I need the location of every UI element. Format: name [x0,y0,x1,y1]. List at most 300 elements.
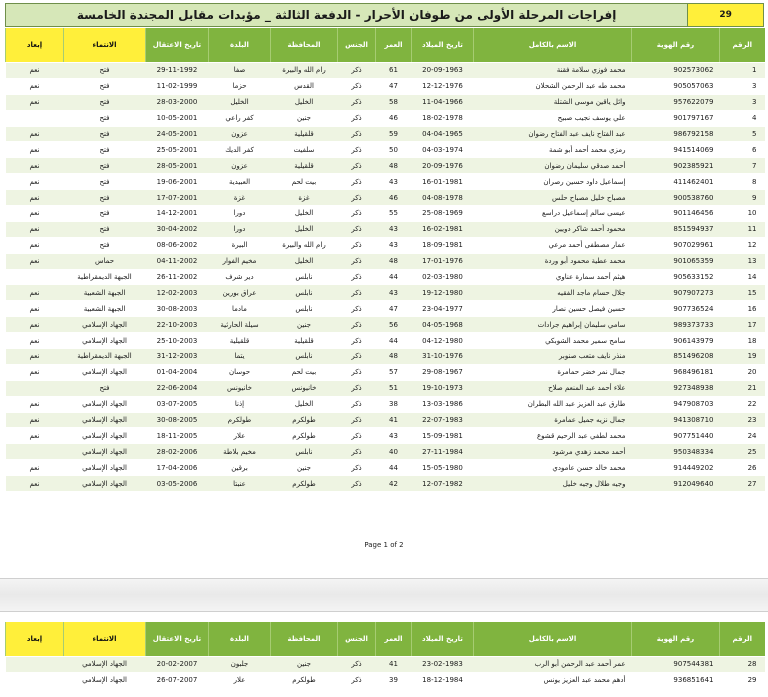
cell-faction: الجهاد الإسلامي [64,444,146,460]
cell-name: أدهم محمد عبد العزيز يونس [474,672,632,688]
header-arrest: تاريخ الاعتقال [146,622,209,657]
cell-gender: ذكر [338,317,376,333]
cell-age: 38 [376,396,412,412]
cell-name: علاء أحمد عبد المنعم صلاح [474,380,632,396]
cell-arrest: 08-06-2002 [146,237,209,253]
cell-gov: بيت لحم [271,364,338,380]
header-age: العمر [376,28,412,63]
cell-arrest: 28-02-2006 [146,444,209,460]
cell-arrest: 12-02-2003 [146,285,209,301]
cell-arrest: 30-04-2002 [146,221,209,237]
cell-dob: 16-02-1981 [412,221,474,237]
table-row [6,142,765,158]
cell-id: 901797167 [632,110,720,126]
cell-gov: الخليل [271,206,338,222]
table-row [6,285,765,301]
cell-num: 10 [720,206,765,222]
cell-town: برقين [209,460,271,476]
cell-faction: فتح [64,110,146,126]
table-row [6,380,765,396]
cell-gov: قلقيلية [271,158,338,174]
table-header [6,622,765,657]
cell-deport: نعم [6,174,64,190]
cell-name: مصباح خليل مصباح حلس [474,190,632,206]
cell-age: 44 [376,333,412,349]
cell-deport: نعم [6,63,64,79]
cell-num: 13 [720,253,765,269]
cell-town: يتما [209,349,271,365]
cell-town: عراق بورين [209,285,271,301]
count-box: 29 [688,4,764,27]
cell-num: 20 [720,364,765,380]
cell-num: 5 [720,126,765,142]
cell-age: 61 [376,63,412,79]
table-row [6,253,765,269]
cell-arrest: 22-06-2004 [146,380,209,396]
cell-town: قلقيلية [209,333,271,349]
cell-age: 42 [376,476,412,492]
cell-arrest: 30-08-2003 [146,301,209,317]
cell-arrest: 17-04-2006 [146,460,209,476]
page-separator [0,578,768,612]
cell-name: عبد الفتاح نايف عبد الفتاح رضوان [474,126,632,142]
cell-faction: فتح [64,380,146,396]
cell-id: 907544381 [632,657,720,673]
header-id: رقم الهوية [632,28,720,63]
table-row [6,396,765,412]
table-row [6,190,765,206]
cell-deport [6,110,64,126]
cell-name: إسماعيل داود حسين رصران [474,174,632,190]
cell-faction: حماس [64,253,146,269]
table-row [6,444,765,460]
header-town: البلدة [209,622,271,657]
cell-gender: ذكر [338,78,376,94]
cell-faction: فتح [64,221,146,237]
cell-gender: ذكر [338,110,376,126]
cell-faction: الجهاد الإسلامي [64,476,146,492]
header-name: الاسم بالكامل [474,28,632,63]
cell-num: 3 [720,78,765,94]
cell-id: 927348938 [632,380,720,396]
cell-arrest: 03-07-2005 [146,396,209,412]
cell-name: حسين فيصل حسين نصار [474,301,632,317]
cell-name: محمد لطفي عبد الرحيم قشوع [474,428,632,444]
header-gender: الجنس [338,28,376,63]
cell-gov: خانيونس [271,380,338,396]
cell-age: 41 [376,657,412,673]
cell-dob: 04-05-1968 [412,317,474,333]
cell-name: طارق عبد العزيز عبد الله البطران [474,396,632,412]
cell-dob: 25-08-1969 [412,206,474,222]
page-number-label: Page 1 of 2 [364,541,404,549]
cell-faction: الجبهة الشعبية [64,301,146,317]
cell-gender: ذكر [338,476,376,492]
cell-name: علي يوسف نجيب صبيح [474,110,632,126]
cell-arrest: 28-03-2000 [146,94,209,110]
cell-gender: ذكر [338,396,376,412]
cell-id: 950348334 [632,444,720,460]
table-row [6,221,765,237]
cell-age: 57 [376,364,412,380]
cell-id: 968496181 [632,364,720,380]
cell-faction: الجهاد الإسلامي [64,317,146,333]
cell-num: 16 [720,301,765,317]
cell-town: سيلة الحارثية [209,317,271,333]
cell-id: 947908703 [632,396,720,412]
cell-arrest: 14-12-2001 [146,206,209,222]
cell-town: دورا [209,206,271,222]
cell-gov: طولكرم [271,428,338,444]
cell-deport: نعم [6,190,64,206]
cell-gender: ذكر [338,221,376,237]
cell-arrest: 11-02-1999 [146,78,209,94]
cell-faction: الجبهة الديمقراطية [64,349,146,365]
cell-age: 48 [376,158,412,174]
cell-gender: ذكر [338,253,376,269]
cell-gov: القدس [271,78,338,94]
cell-deport: نعم [6,237,64,253]
cell-deport: نعم [6,412,64,428]
cell-name: وائل ياقين موسى الشتلة [474,94,632,110]
cell-faction: الجهاد الإسلامي [64,333,146,349]
cell-town: حوسان [209,364,271,380]
cell-dob: 20-09-1963 [412,63,474,79]
cell-name: أحمد صدقي سليمان رضوان [474,158,632,174]
cell-gender: ذكر [338,206,376,222]
cell-gender: ذكر [338,428,376,444]
cell-faction: فتح [64,206,146,222]
cell-faction: الجبهة الشعبية [64,285,146,301]
cell-id: 986792158 [632,126,720,142]
cell-id: 851496208 [632,349,720,365]
cell-dob: 18-02-1978 [412,110,474,126]
cell-age: 47 [376,301,412,317]
cell-arrest: 28-05-2001 [146,158,209,174]
cell-id: 900538760 [632,190,720,206]
cell-age: 50 [376,142,412,158]
cell-name: محمد طه عبد الرحمن الشحلان [474,78,632,94]
cell-name: جلال حسام ماجد الفقيه [474,285,632,301]
cell-id: 906143979 [632,333,720,349]
cell-gender: ذكر [338,380,376,396]
cell-id: 901146456 [632,206,720,222]
cell-deport: نعم [6,142,64,158]
cell-id: 902385921 [632,158,720,174]
table-row [6,476,765,492]
cell-arrest: 04-11-2002 [146,253,209,269]
cell-num: 7 [720,158,765,174]
cell-gov: سلفيت [271,142,338,158]
cell-dob: 04-12-1980 [412,333,474,349]
cell-town: الخليل [209,94,271,110]
cell-faction: الجهاد الإسلامي [64,396,146,412]
table-row [6,349,765,365]
cell-gov: بيت لحم [271,174,338,190]
cell-age: 55 [376,206,412,222]
cell-dob: 11-04-1966 [412,94,474,110]
cell-num: 12 [720,237,765,253]
table-row [6,428,765,444]
header-id: رقم الهوية [632,622,720,657]
cell-dob: 12-07-1982 [412,476,474,492]
header-gender: الجنس [338,622,376,657]
cell-town: دير شرف [209,269,271,285]
table-row [6,333,765,349]
cell-deport: نعم [6,221,64,237]
cell-dob: 20-09-1976 [412,158,474,174]
cell-arrest: 19-06-2001 [146,174,209,190]
header-age: العمر [376,622,412,657]
cell-town: عزون [209,126,271,142]
cell-id: 941308710 [632,412,720,428]
cell-num: 22 [720,396,765,412]
cell-dob: 04-08-1978 [412,190,474,206]
cell-age: 48 [376,349,412,365]
cell-town: البيرة [209,237,271,253]
cell-faction: فتح [64,63,146,79]
cell-num: 24 [720,428,765,444]
cell-num: 4 [720,110,765,126]
cell-gov: جنين [271,110,338,126]
cell-deport: نعم [6,460,64,476]
cell-deport [6,444,64,460]
cell-town: غزة [209,190,271,206]
cell-deport: نعم [6,126,64,142]
cell-arrest: 26-07-2007 [146,672,209,688]
cell-town: صفا [209,63,271,79]
cell-num: 8 [720,174,765,190]
cell-town: مخيم الفوار [209,253,271,269]
cell-town: علار [209,428,271,444]
cell-town: عنبتا [209,476,271,492]
cell-deport: نعم [6,253,64,269]
cell-deport: نعم [6,333,64,349]
cell-gov: جنين [271,657,338,673]
header-num: الرقم [720,28,765,63]
cell-deport: نعم [6,349,64,365]
cell-dob: 13-03-1986 [412,396,474,412]
cell-dob: 02-03-1980 [412,269,474,285]
cell-name: عمار مصطفى أحمد مرعي [474,237,632,253]
cell-id: 914449202 [632,460,720,476]
cell-dob: 22-07-1983 [412,412,474,428]
cell-deport: نعم [6,317,64,333]
cell-name: سامح سمير محمد الشوبكي [474,333,632,349]
cell-age: 46 [376,190,412,206]
cell-name: هيثم أحمد سمارة عناوي [474,269,632,285]
cell-id: 901065359 [632,253,720,269]
cell-deport: نعم [6,206,64,222]
cell-deport [6,672,64,688]
cell-age: 56 [376,317,412,333]
cell-age: 44 [376,269,412,285]
cell-name: جمال نمر خضر حمامرة [474,364,632,380]
table-row [6,63,765,79]
cell-arrest: 01-04-2004 [146,364,209,380]
title-table [5,3,764,27]
cell-num: 1 [720,63,765,79]
cell-gender: ذكر [338,672,376,688]
cell-deport: نعم [6,94,64,110]
cell-dob: 27-11-1984 [412,444,474,460]
cell-town: طولكرم [209,412,271,428]
cell-gender: ذكر [338,269,376,285]
cell-gov: طولكرم [271,672,338,688]
cell-deport [6,657,64,673]
cell-faction: الجهاد الإسلامي [64,364,146,380]
cell-num: 17 [720,317,765,333]
table-row [6,301,765,317]
cell-arrest: 17-07-2001 [146,190,209,206]
cell-gov: الخليل [271,221,338,237]
table-row [6,110,765,126]
cell-gender: ذكر [338,174,376,190]
table-row [6,672,765,688]
cell-deport [6,380,64,396]
cell-id: 989373733 [632,317,720,333]
cell-name: رمزي محمد أحمد أبو شمة [474,142,632,158]
table-row [6,364,765,380]
cell-town: كفر الديك [209,142,271,158]
cell-dob: 23-04-1977 [412,301,474,317]
cell-dob: 19-12-1980 [412,285,474,301]
cell-faction: فتح [64,142,146,158]
cell-num: 15 [720,285,765,301]
cell-faction: فتح [64,94,146,110]
cell-age: 40 [376,444,412,460]
cell-faction: فتح [64,126,146,142]
cell-gender: ذكر [338,142,376,158]
cell-town: العبيدية [209,174,271,190]
header-num: الرقم [720,622,765,657]
cell-gov: نابلس [271,444,338,460]
cell-arrest: 26-11-2002 [146,269,209,285]
table-row [6,94,765,110]
cell-age: 43 [376,174,412,190]
cell-dob: 18-09-1981 [412,237,474,253]
cell-faction: الجهاد الإسلامي [64,460,146,476]
cell-num: 27 [720,476,765,492]
cell-faction: فتح [64,237,146,253]
cell-id: 936851641 [632,672,720,688]
cell-num: 14 [720,269,765,285]
table-row [6,126,765,142]
cell-age: 51 [376,380,412,396]
cell-gender: ذكر [338,158,376,174]
cell-arrest: 25-05-2001 [146,142,209,158]
cell-gender: ذكر [338,285,376,301]
header-dob: تاريخ الميلاد [412,28,474,63]
cell-num: 28 [720,657,765,673]
cell-gov: جنين [271,460,338,476]
table-row [6,158,765,174]
cell-town: إذنا [209,396,271,412]
cell-town: مخيم بلاطة [209,444,271,460]
cell-faction: فتح [64,174,146,190]
cell-dob: 31-10-1976 [412,349,474,365]
cell-gender: ذكر [338,412,376,428]
cell-num: 11 [720,221,765,237]
table-row [6,206,765,222]
table-row [6,412,765,428]
cell-gender: ذكر [338,301,376,317]
cell-deport [6,269,64,285]
cell-faction: الجهاد الإسلامي [64,412,146,428]
header-gov: المحافظة [271,28,338,63]
cell-town: حزما [209,78,271,94]
cell-name: منذر نايف متعب صنوبر [474,349,632,365]
cell-deport: نعم [6,158,64,174]
cell-num: 29 [720,672,765,688]
cell-gov: غزة [271,190,338,206]
cell-gender: ذكر [338,63,376,79]
table-row [6,657,765,673]
cell-num: 3 [720,94,765,110]
cell-age: 58 [376,94,412,110]
table-row [6,460,765,476]
cell-id: 902573062 [632,63,720,79]
cell-age: 47 [376,78,412,94]
cell-num: 9 [720,190,765,206]
cell-arrest: 30-08-2005 [146,412,209,428]
cell-name: محمد عطية محمود أبو وردة [474,253,632,269]
cell-arrest: 29-11-1992 [146,63,209,79]
cell-dob: 15-09-1981 [412,428,474,444]
cell-dob: 04-04-1965 [412,126,474,142]
cell-num: 26 [720,460,765,476]
cell-gender: ذكر [338,444,376,460]
cell-gov: قلقيلية [271,126,338,142]
cell-id: 957622079 [632,94,720,110]
cell-id: 907736524 [632,301,720,317]
cell-arrest: 20-02-2007 [146,657,209,673]
cell-faction: فتح [64,190,146,206]
header-faction: الانتماء [64,622,146,657]
cell-deport: نعم [6,301,64,317]
header-gov: المحافظة [271,622,338,657]
cell-num: 21 [720,380,765,396]
cell-faction: الجبهة الديمقراطية [64,269,146,285]
cell-age: 41 [376,412,412,428]
cell-id: 912049640 [632,476,720,492]
page-title: إفراجات المرحلة الأولى من طوفان الأحرار - الدفعة الثالثة _ مؤبدات مقابل المجندة الخامسة [6,4,688,27]
cell-num: 6 [720,142,765,158]
header-name: الاسم بالكامل [474,622,632,657]
cell-num: 25 [720,444,765,460]
cell-gender: ذكر [338,94,376,110]
cell-gender: ذكر [338,190,376,206]
cell-dob: 18-12-1984 [412,672,474,688]
cell-age: 43 [376,237,412,253]
table-row [6,269,765,285]
cell-id: 907751440 [632,428,720,444]
cell-gov: طولكرم [271,476,338,492]
header-deport: إبعاد [6,622,64,657]
header-deport: إبعاد [6,28,64,63]
cell-gender: ذكر [338,460,376,476]
cell-name: عيسى سالم إسماعيل دراسع [474,206,632,222]
cell-gender: ذكر [338,349,376,365]
cell-faction: الجهاد الإسلامي [64,428,146,444]
cell-name: عمر أحمد عبد الرحمن أبو الرب [474,657,632,673]
cell-gov: نابلس [271,349,338,365]
cell-gov: الخليل [271,253,338,269]
cell-id: 905633152 [632,269,720,285]
cell-town: علار [209,672,271,688]
cell-name: محمود أحمد شاكر دويين [474,221,632,237]
header-arrest: تاريخ الاعتقال [146,28,209,63]
